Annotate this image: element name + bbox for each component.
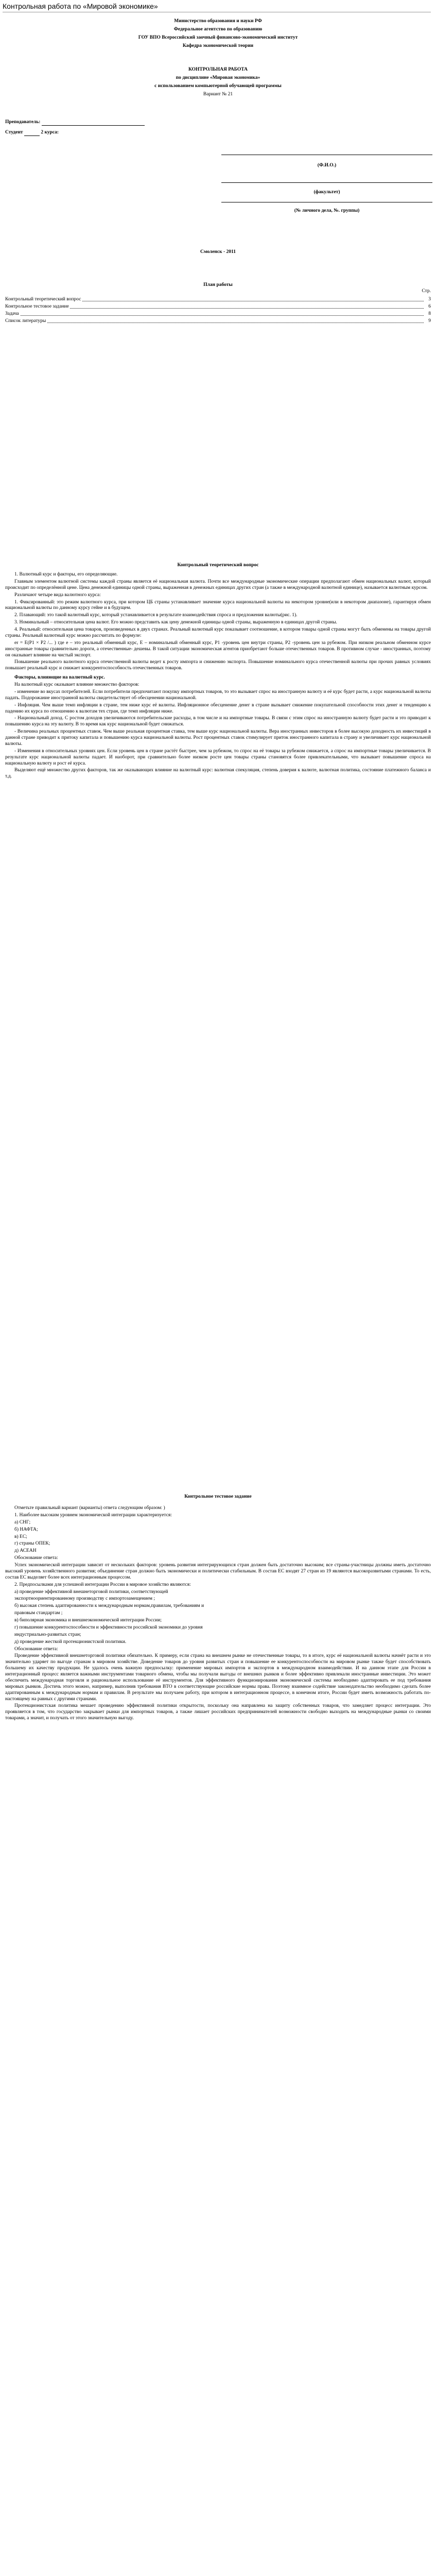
discipline-line: по дисциплине «Мировая экономика» xyxy=(176,75,260,80)
answer-option: а) СНГ; xyxy=(14,1519,31,1525)
document-title: Контрольная работа по «Мировой экономике» xyxy=(3,2,158,10)
reason-note: Протекционистская политика мешает проведению эффективной политики открытости, поскольку она направлена на защиту собственных товаров, что замедляет процесс интеграции. Это проявляется в том, что государство закрывает рынки для импортных товаров, а также лишает российских предпринимателей возможности свободно выходить на международные рынки со своими товарами, а значит, и получать от этого значительную выгоду. xyxy=(5,1703,431,1721)
toc-item-label: Контрольный теоретический вопрос xyxy=(5,297,81,302)
student-blank xyxy=(24,135,40,136)
institute-line: ГОУ ВПО Всероссийский заочный финансово-экономический институт xyxy=(138,35,298,40)
student-label: Студент xyxy=(5,130,23,135)
reason-text: Проведение эффективной внешнеторговой политики обязательно. К примеру, если страна на внешнем рынке не отечественные товары, то в итоге, курс её национальной валюты начнёт расти и это значительно ударяет по выгоде странам в мировом хозяйстве. Доведение товаров до уровня развитых стран и повышение ее конкурентоспособности на мировом рынке также будет способствовать большему их качеству продукции. Не удалось очень важную предпосылку: применение мировых импортов и экспортов в международном взаимодействии. И на данном этапе для России в интеграционный процесс является важными инструментами товарного обмена, чтобы мы получали выгоды от внешних рынков и более эффективно привлекали иностранные инвестиции. Это может обеспечить международная торговля и рациональное использование её инструментов. Для эффективного функционирования экономической системы необходимо адаптировать ее под требования мировых рынков. Достичь этого можно, например, выполнив требования ВТО в соответствующие российские нормы права. Поэтому взаимное содействие законодательство необходимо сделать более адаптированным к международным нормам и правилам. В результате мы получаем работу, при котором в интеграционном процессе, в конечном итоге, России будет иметь возможность работать по-настоящему на равных с другими странами. xyxy=(5,1653,431,1702)
toc-title: План работы xyxy=(203,282,233,287)
reason-text: Успех экономической интеграции зависит от нескольких факторов: уровень развития интегрирующихся стран должен быть достаточно высоким; все страны-участницы должны иметь достаточно высокий уровень хозяйственного развития; объединение стран должно быть экономически и политически стабильным. В состав ЕС входят 27 стран из 19 являются высокоразвитыми странами. То есть, состав ЕС выделяет более всех интеграционным процессом. xyxy=(5,1563,431,1580)
theory-title: Контрольный теоретический вопрос xyxy=(177,563,259,568)
factor-item: - Национальный доход. С ростом доходов увеличиваются потребительские расходы, в том числе и на импортные товары. В связи с этим спрос на иностранную валюту будет расти и это приводит к повышению курса на эту валюту. В то время как курс национальной будет снижаться. xyxy=(5,716,431,727)
answer-option: г) повышение конкурентоспособности и эффективности российской экономики до уровня xyxy=(14,1624,203,1630)
teacher-field xyxy=(5,120,145,126)
test-instruction: Отметьте правильный вариант (варианты) ответа следующим образом: ) xyxy=(14,1505,165,1511)
toc-item-label: Задача xyxy=(5,311,19,316)
formula-paragraph: er = E(P1 × P2 /... ) где е – это реальный обменный курс, Е – номинальный обменный курс, Р1 -уровень цен внутри страны, Р2 -уровень цен за рубежом. При низком реальном обменном курсе иностранные товары сравнительно дороги, а отечественные- дешевы. В такой ситуации экономическая агентов приобретают больше отечественных товаров. В противном случае - иностранных, поэтому он оказывает влияние на чистый экспорт. xyxy=(5,640,431,658)
agency-line: Федеральное агентство по образованию xyxy=(173,27,263,32)
exchange-rate-type-item: 3. Номинальный – относительная цена валют. Его можно представить как цену денежной единицы одной страны, выраженную в единицах другой страны. xyxy=(14,620,337,625)
theory-paragraph: Различают четыре вида валютного курса: xyxy=(14,592,101,598)
theory-question: 1. Валютный курс и факторы, его определяющие. xyxy=(14,572,118,577)
answer-option: д) проведение жесткой протекционистской политики. xyxy=(14,1639,127,1645)
factor-item: - Изменения в относительных уровнях цен. Если уровень цен в стране растёт быстрее, чем за рубежом, то спрос на её товары за рубежом снижается, а спрос на импортные товары увеличивается. В результате курс национальной валюты падает. И наоборот, при сравнительно более низком росте цен товары страны становятся более привлекательными, что вызывает повышение спроса на национальную валюту и рост её курса. xyxy=(5,748,431,766)
answer-option: в) биполярная экономика и внешнеэкономической интеграции России; xyxy=(14,1618,162,1623)
teacher-label: Преподаватель: xyxy=(5,120,41,125)
factors-intro: На валютный курс оказывает влияние множество факторов: xyxy=(14,682,139,687)
student-field xyxy=(5,130,59,136)
theory-conclusion: Выделяют ещё множество других факторов, так же оказывающих влияние на валютный курс: валютная спекуляция, степень доверия к валюте, валютная политика, состояние платежного баланса и т.д. xyxy=(5,768,431,779)
city-year: Смоленск - 2011 xyxy=(200,249,236,255)
test-question-1: 1. Наиболее высоким уровнем экономической интеграции характеризуется: xyxy=(14,1512,172,1518)
department-line: Кафедра экономической теории xyxy=(182,43,254,48)
toc-item-page: 8 xyxy=(428,311,431,316)
theory-paragraph: Повышение реального валютного курса отечественной валюты ведет к росту импорта и снижению экспорта. Повышение номинального курса отечественной валюты при прочих равных условиях повышает реальный курс и снижает конкурентоспособность отечественных товаров. xyxy=(5,659,431,671)
toc-item-page: 9 xyxy=(428,318,431,324)
factors-title: Факторы, влияющие на валютный курс. xyxy=(14,675,105,681)
course-label: 2 курса: xyxy=(41,130,59,135)
teacher-blank xyxy=(42,125,145,126)
test-title: Контрольное тестовое задание xyxy=(184,1494,252,1499)
exchange-rate-type-item: 1. Фиксированный: это режим валютного курса, при котором ЦБ страны устанавливает значение курса национальной валюты на некотором уровне(или в некотором диапазоне), гарантируя обмен национальной валюты по данному курсу гейне и в будущем. xyxy=(5,599,431,611)
answer-option: правовым стандартам ; xyxy=(14,1611,63,1616)
answer-option: индустриально-развитых стран; xyxy=(14,1632,81,1637)
factor-item: - Инфляция. Чем выше темп инфляции в стране, тем ниже курс её валюты. Инфляционное обесценение денег в стране вызывает снижение покупательной способности этих денег и тенденцию к падению их курса по отношению к валютам тех стран, где темп инфляции ниже. xyxy=(5,702,431,714)
program-line: с использованием компьютерной обучающей программы xyxy=(154,83,282,89)
fio-caption: (Ф.И.О.) xyxy=(317,163,337,168)
answer-option: г) страны ОПЕК; xyxy=(14,1541,50,1547)
faculty-caption: (факультет) xyxy=(313,190,340,195)
answer-option: а) проведение эффективной внешнеторговой политики, соответствующей xyxy=(14,1589,168,1595)
theory-body xyxy=(5,572,431,781)
reason-label: Обоснование ответа: xyxy=(14,1646,58,1652)
answer-option: б) высокая степень адаптированности к международным нормам,правилам, требованиям и xyxy=(14,1603,204,1609)
answer-option: д) АСЕАН xyxy=(14,1548,37,1554)
answer-option: в) ЕС; xyxy=(14,1534,27,1539)
exchange-rate-type-item: 2. Плавающий: это такой валютный курс, который устанавливается в результате взаимодействия спроса и предложения валюты(рис. 1). xyxy=(14,613,298,618)
toc-item-page: 6 xyxy=(428,304,431,309)
variant-line: Вариант № 21 xyxy=(203,92,233,97)
answer-option: экспортноориентированному производству с импортозамещением ; xyxy=(14,1596,155,1602)
faculty-rule xyxy=(221,182,432,183)
factor-item: - изменение во вкусах потребителей. Если потребители предпочитают покупку импортных товаров, то это вызывает спрос на иностранную валюту и её курс будет расти, а курс национальной валюты падать. Подорожание иностранной валюты свидетельствует об обесценении национальной. xyxy=(5,689,431,701)
theory-paragraph: Главным элементом валютной системы каждой страны является её национальная валюта. Почти все международные экономические операции предполагают обмен национальных валют, который происходит по определённой цене. Цена денежной единицы одной страны, выраженная в денежных единицах других стран (а также в международной валютной единице), называется валютным курсом. xyxy=(5,579,431,590)
toc-leader xyxy=(5,315,424,316)
answer-option: б) НАФТА; xyxy=(14,1527,38,1532)
exchange-rate-type-item: 4. Реальный: относительная цена товаров, произведенных в двух странах. Реальный валютный курс показывает соотношение, в котором товары одной страны могут быть обменены на товары другой страны. Реальный валютный курс можно рассчитать по формуле: xyxy=(5,627,431,638)
toc-item-page: 3 xyxy=(428,297,431,302)
test-question-2: 2. Предпосылками для успешной интеграции России в мировое хозяйство являются: xyxy=(14,1582,191,1587)
reason-label: Обоснование ответа: xyxy=(14,1555,58,1561)
factor-item: - Величина реальных процентных ставок. Чем выше реальная процентная ставка, тем выше курс национальной валюты. Вера иностранных инвесторов в более высокую доходность их инвестиций в данной стране приводит к притоку капитала и повышению курса национальной валюты. Рост процентных ставок стимулирует приток иностранного капитала в страну и увеличивает курс национальной валюты. xyxy=(5,729,431,747)
toc-item-label: Список литературы xyxy=(5,318,46,324)
toc-item-label: Контрольное тестовое задание xyxy=(5,304,69,309)
toc-page-label: Стр. xyxy=(422,289,431,294)
group-caption: (№ личного дела, №. группы) xyxy=(294,208,360,213)
ministry-line: Министерство образования и науки РФ xyxy=(174,19,262,24)
test-body xyxy=(5,1505,431,1723)
work-title: КОНТРОЛЬНАЯ РАБОТА xyxy=(188,67,248,72)
